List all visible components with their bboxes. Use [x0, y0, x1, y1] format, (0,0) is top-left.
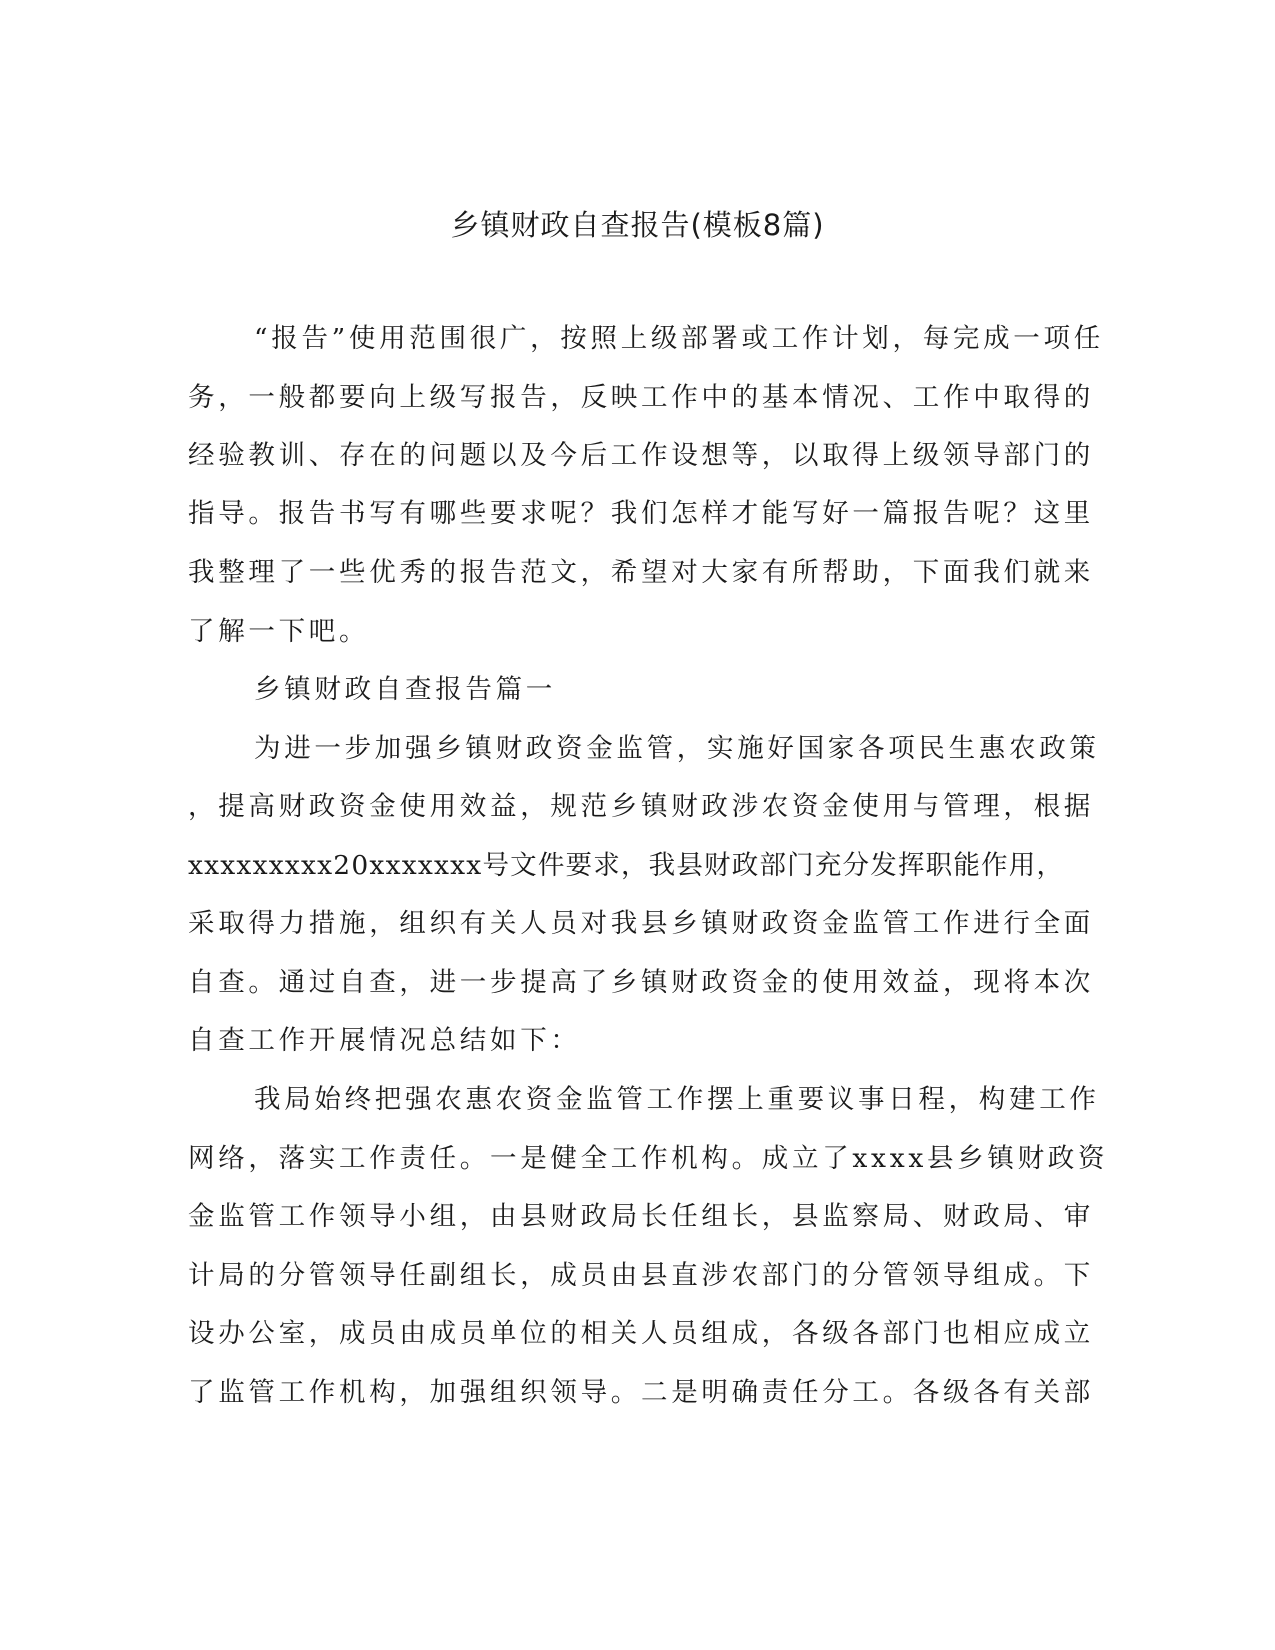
paragraph-line: 金监管工作领导小组，由县财政局长任组长，县监察局、财政局、审	[188, 1201, 1094, 1232]
paragraph-line: xxxxxxxxx20xxxxxxx号文件要求，我县财政部门充分发挥职能作用，	[188, 850, 1065, 881]
paragraph-line: 经验教训、存在的问题以及今后工作设想等，以取得上级领导部门的	[188, 440, 1094, 471]
paragraph-line: 自查工作开展情况总结如下：	[188, 1025, 581, 1056]
paragraph-line: ，提高财政资金使用效益，规范乡镇财政涉农资金使用与管理，根据	[188, 791, 1094, 822]
paragraph-line: 网络，落实工作责任。一是健全工作机构。成立了xxxx县乡镇财政资	[188, 1143, 1109, 1174]
paragraph-line: 设办公室，成员由成员单位的相关人员组成，各级各部门也相应成立	[188, 1318, 1094, 1349]
paragraph-line: 我整理了一些优秀的报告范文，希望对大家有所帮助，下面我们就来	[188, 557, 1094, 588]
paragraph-line: 指导。报告书写有哪些要求呢？我们怎样才能写好一篇报告呢？这里	[188, 498, 1094, 529]
paragraph-line: 自查。通过自查，进一步提高了乡镇财政资金的使用效益，现将本次	[188, 967, 1094, 998]
paragraph-line: 了监管工作机构，加强组织领导。二是明确责任分工。各级各有关部	[188, 1377, 1094, 1408]
paragraph-line: 我局始终把强农惠农资金监管工作摆上重要议事日程，构建工作	[254, 1084, 1100, 1115]
paragraph-line: 务，一般都要向上级写报告，反映工作中的基本情况、工作中取得的	[188, 382, 1094, 413]
paragraph-line: 采取得力措施，组织有关人员对我县乡镇财政资金监管工作进行全面	[188, 908, 1094, 939]
section-heading: 乡镇财政自查报告篇一	[254, 674, 556, 705]
paragraph-line: “报告”使用范围很广，按照上级部署或工作计划，每完成一项任	[254, 323, 1104, 354]
paragraph-line: 了解一下吧。	[188, 616, 370, 647]
paragraph-line: 计局的分管领导任副组长，成员由县直涉农部门的分管领导组成。下	[188, 1260, 1094, 1291]
paragraph-line: 为进一步加强乡镇财政资金监管，实施好国家各项民生惠农政策	[254, 733, 1100, 764]
document-title: 乡镇财政自查报告(模板8篇)	[450, 208, 825, 242]
